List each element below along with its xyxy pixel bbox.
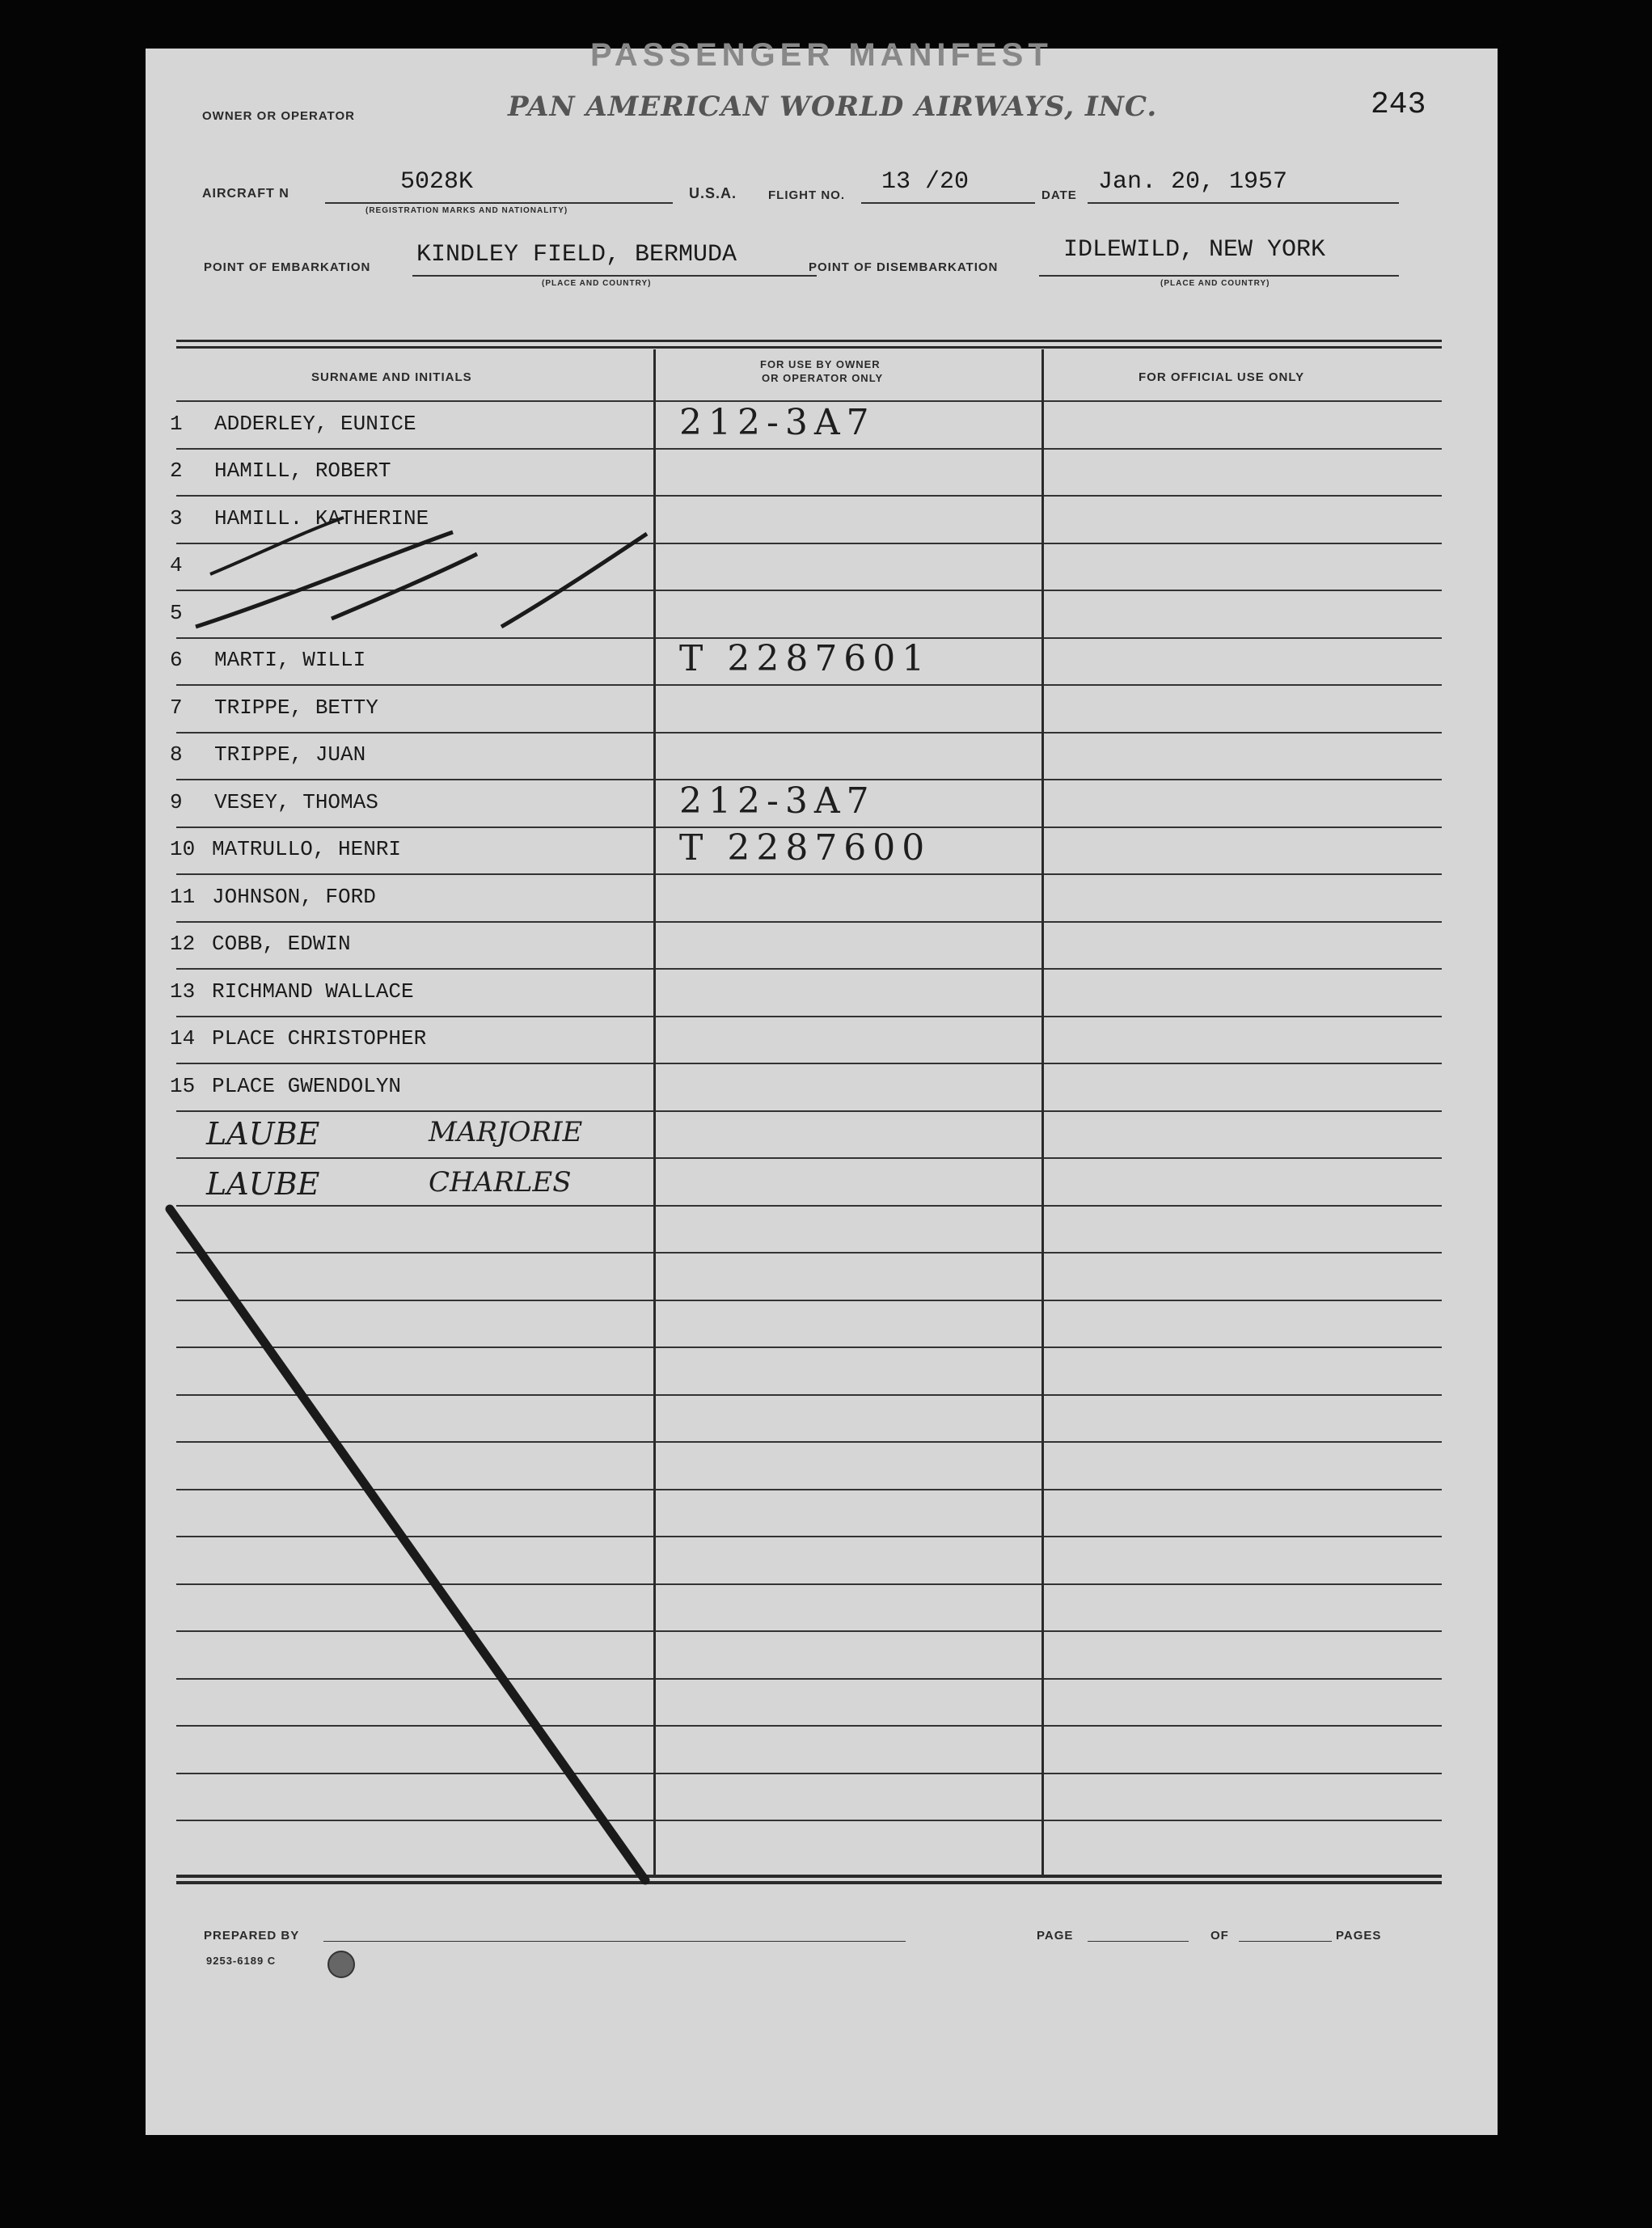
row-rule	[176, 1063, 1442, 1064]
table-top-rule	[176, 340, 1442, 342]
row-rule	[176, 873, 1442, 875]
date-value: Jan. 20, 1957	[1098, 168, 1288, 196]
col-header-official: FOR OFFICIAL USE ONLY	[1139, 370, 1305, 384]
embark-value: KINDLEY FIELD, BERMUDA	[416, 241, 737, 268]
passenger-name: JOHNSON, FORD	[212, 884, 376, 909]
disembark-value: IDLEWILD, NEW YORK	[1063, 236, 1326, 264]
page-label: PAGE	[1037, 1929, 1074, 1943]
strike-slash-3	[332, 554, 477, 619]
passenger-number: 11	[170, 884, 196, 909]
row-rule	[176, 1252, 1442, 1254]
handwritten-given-name: CHARLES	[429, 1166, 572, 1199]
embark-underline	[412, 275, 817, 277]
passenger-name: HAMILL. KATHERINE	[214, 505, 429, 531]
strike-slash-2	[196, 532, 453, 627]
row-rule	[176, 1157, 1442, 1159]
row-rule	[176, 1205, 1442, 1207]
passenger-number: 13	[170, 979, 196, 1004]
row-rule	[176, 1773, 1442, 1774]
passenger-name: VESEY, THOMAS	[214, 789, 378, 814]
table-top-rule-2	[176, 346, 1442, 349]
passenger-number: 1	[170, 411, 183, 436]
passenger-name: COBB, EDWIN	[212, 932, 351, 956]
row-rule	[176, 1441, 1442, 1443]
row-rule	[176, 1725, 1442, 1727]
passenger-number: 14	[170, 1026, 196, 1051]
passenger-name: HAMILL, ROBERT	[214, 459, 391, 483]
aircraft-underline	[325, 202, 673, 204]
disembark-underline	[1039, 275, 1399, 277]
passenger-number: 3	[170, 505, 183, 531]
row-rule	[176, 1347, 1442, 1348]
registration-caption: (REGISTRATION MARKS AND NATIONALITY)	[365, 206, 568, 215]
row-rule	[176, 1489, 1442, 1490]
disembark-label: POINT OF DISEMBARKATION	[809, 260, 999, 274]
date-label: DATE	[1041, 188, 1077, 202]
passenger-name: PLACE CHRISTOPHER	[212, 1026, 427, 1051]
flight-label: FLIGHT NO.	[768, 188, 845, 202]
passenger-number: 10	[170, 837, 196, 861]
owner-reference: T 2287600	[679, 827, 932, 869]
date-underline	[1088, 202, 1399, 204]
row-rule	[176, 1583, 1442, 1585]
row-rule	[176, 1110, 1442, 1112]
passenger-number: 15	[170, 1073, 196, 1098]
passenger-number: 8	[170, 742, 183, 767]
passenger-number: 12	[170, 932, 196, 956]
passenger-number: 4	[170, 553, 183, 577]
row-rule	[176, 1678, 1442, 1680]
row-rule	[176, 543, 1442, 544]
row-rule	[176, 1820, 1442, 1821]
col-header-owner-1: FOR USE BY OWNER	[760, 358, 881, 370]
passenger-number: 6	[170, 648, 183, 672]
row-rule	[176, 1536, 1442, 1537]
passenger-name: MATRULLO, HENRI	[212, 837, 402, 861]
strike-slash-4	[501, 534, 647, 627]
manifest-sheet	[146, 37, 1498, 2135]
owner-label: OWNER OR OPERATOR	[202, 109, 355, 123]
disembark-caption: (PLACE AND COUNTRY)	[1160, 279, 1270, 288]
handwritten-given-name: MARJORIE	[429, 1116, 583, 1148]
row-rule	[176, 1016, 1442, 1017]
passenger-number: 9	[170, 789, 183, 814]
owner-reference: T 2287601	[679, 638, 932, 679]
prepared-underline	[323, 1941, 906, 1942]
pages-label: PAGES	[1336, 1929, 1382, 1943]
row-rule	[176, 1300, 1442, 1301]
row-rule	[176, 732, 1442, 734]
form-code: 9253-6189 C	[206, 1955, 277, 1967]
of-underline	[1239, 1941, 1332, 1942]
aircraft-value: 5028K	[400, 168, 474, 196]
owner-reference: 212-3A7	[679, 401, 876, 443]
passenger-name: TRIPPE, BETTY	[214, 695, 378, 720]
strike-line-diagonal	[170, 1209, 645, 1880]
flight-underline	[861, 202, 1035, 204]
passenger-name: TRIPPE, JUAN	[214, 742, 366, 767]
col-divider-2	[1041, 349, 1044, 1878]
passenger-name: RICHMAND WALLACE	[212, 979, 414, 1004]
page-number: 243	[1371, 87, 1426, 122]
passenger-name: MARTI, WILLI	[214, 648, 366, 672]
embark-label: POINT OF EMBARKATION	[204, 260, 371, 274]
passenger-number: 2	[170, 459, 183, 483]
row-rule	[176, 448, 1442, 450]
form-title: PASSENGER MANIFEST	[590, 37, 1053, 73]
passenger-name: ADDERLEY, EUNICE	[214, 411, 416, 436]
row-rule	[176, 495, 1442, 497]
country-value: U.S.A.	[689, 185, 737, 201]
row-rule	[176, 921, 1442, 923]
passenger-name: PLACE GWENDOLYN	[212, 1073, 402, 1098]
of-label: OF	[1210, 1929, 1229, 1943]
aircraft-label: AIRCRAFT N	[202, 187, 289, 201]
col-header-surname: SURNAME AND INITIALS	[311, 370, 472, 384]
col-header-owner-2: OR OPERATOR ONLY	[762, 372, 884, 384]
owner-value: PAN AMERICAN WORLD AIRWAYS, INC.	[508, 91, 1158, 123]
handwritten-surname: LAUBE	[206, 1116, 320, 1152]
embark-caption: (PLACE AND COUNTRY)	[542, 279, 652, 288]
col-divider-1	[653, 349, 656, 1878]
handwritten-surname: LAUBE	[206, 1166, 320, 1202]
page-underline	[1088, 1941, 1189, 1942]
passenger-number: 5	[170, 600, 183, 625]
table-bottom-rule-2	[176, 1881, 1442, 1884]
row-rule	[176, 1394, 1442, 1396]
row-rule	[176, 684, 1442, 686]
row-rule	[176, 590, 1442, 591]
passenger-number: 7	[170, 695, 183, 720]
row-rule	[176, 968, 1442, 970]
row-rule	[176, 1630, 1442, 1632]
table-bottom-rule	[176, 1875, 1442, 1878]
union-bug-icon	[327, 1951, 355, 1978]
prepared-by-label: PREPARED BY	[204, 1929, 300, 1943]
flight-value: 13 /20	[881, 168, 970, 196]
owner-reference: 212-3A7	[679, 780, 876, 822]
